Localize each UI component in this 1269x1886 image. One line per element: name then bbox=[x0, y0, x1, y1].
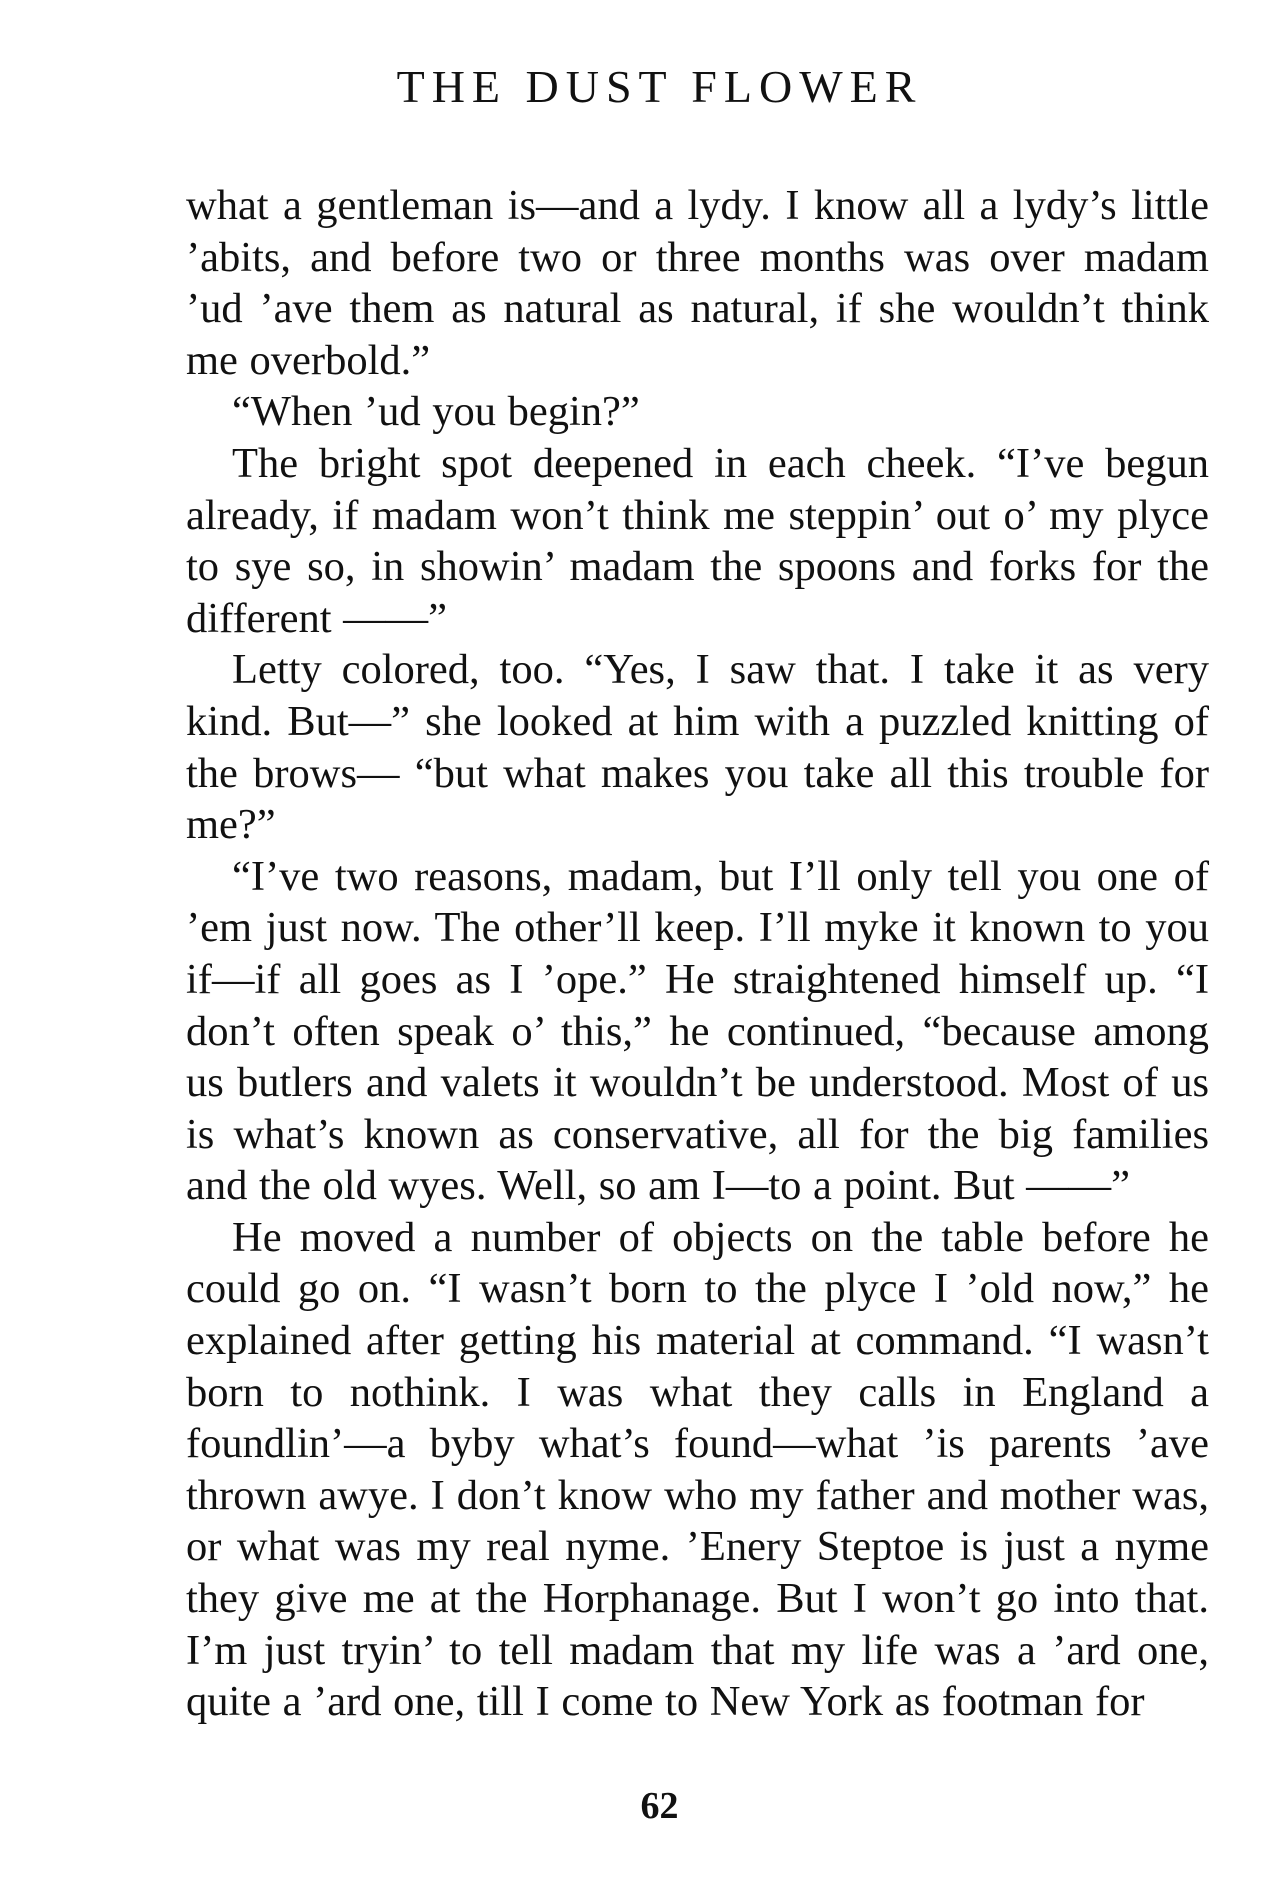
paragraph-6: He moved a number of objects on the table before he could go on. “I wasn’t born to the plyce I ’old now,” he explained after getting his material at command. “I wasn’t born to nothink. I was what they calls in England a foundlin’—a byby what’s found—what ’is parents ’ave thrown awye. I don’t know who my father and mother was, or what was my real nyme. ’Enery Steptoe is just a nyme they give me at the Horphanage. But I won’t go into that. I’m just tryin’ to tell madam that my life was a ’ard one, quite a ’ard one, till I come to New York as footman for bbox=[186, 1213, 1209, 1726]
paragraph-2: “When ’ud you begin?” bbox=[232, 388, 640, 436]
paragraph-1: what a gentleman is—and a lydy. I know all a lydy’s little ’abits, and before two or three months was over madam ’ud ’ave them as natural as natural, if she wouldn’t think me overbold.” bbox=[186, 182, 1209, 384]
page-number: 62 bbox=[640, 1785, 679, 1827]
paragraph-3: The bright spot deepened in each cheek. “I’ve begun already, if madam won’t think me steppin’ out o’ my plyce to sye so, in showin’ madam the spoons and forks for the different ——” bbox=[186, 439, 1209, 642]
paragraph-5: “I’ve two reasons, madam, but I’ll only tell you one of ’em just now. The other’ll keep. I’ll myke it known to you if—if all goes as I ’ope.” He straightened himself up. “I don’t often speak o’ this,” he continued, “because among us butlers and valets it wouldn’t be understood. Most of us is what’s known as conservative, all for the big families and the old wyes. Well, so am I—to a point. But ——” bbox=[186, 852, 1209, 1210]
paragraph-4: Letty colored, too. “Yes, I saw that. I take it as very kind. But—” she looked at him with a puzzled knitting of the brows— “but what makes you take all this trouble for me?” bbox=[186, 646, 1209, 849]
running-title: THE DUST FLOWER bbox=[396, 61, 923, 112]
body-text bbox=[186, 180, 1209, 1728]
